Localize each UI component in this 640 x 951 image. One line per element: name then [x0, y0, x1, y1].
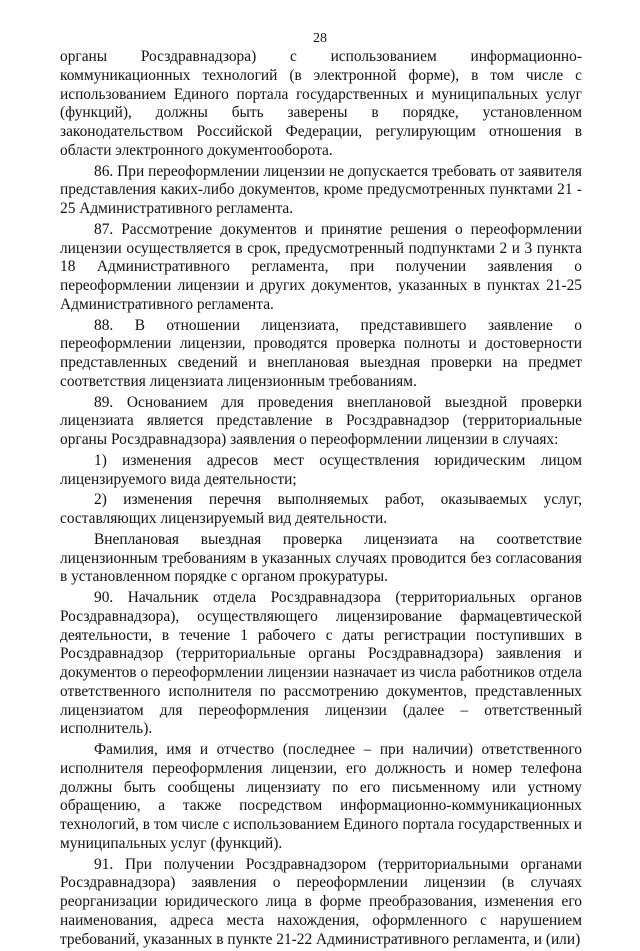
paragraph-89-item-2: 2) изменения перечня выполняемых работ, оказываемых услуг, составляющих лицензируемый вид деятельности.	[60, 491, 582, 527]
paragraph-90-contact: Фамилия, имя и отчество (последнее – при наличии) ответственного исполнителя переоформления лицензии, его должность и номер телефона должны быть сообщены лицензиату по его письменному или устному обращению, а также посредством информационно-коммуникационных технологий, в том числе с использованием Единого портала государственных и муниципальных услуг (функций).	[60, 741, 582, 852]
page-number: 28	[313, 31, 327, 46]
paragraph-89-note: Внеплановая выездная проверка лицензиата на соответствие лицензионным требованиям в указанных случаях проводится без согласования в установленном порядке с органом прокуратуры.	[60, 530, 582, 586]
paragraph-89-item-1: 1) изменения адресов мест осуществления юридическим лицом лицензируемого вида деятельности;	[60, 451, 582, 488]
paragraph-87: 87. Рассмотрение документов и принятие решения о переоформлении лицензии осуществляется в срок, предусмотренный подпунктами 2 и 3 пункта 18 Административного регламента, при получении заявления о переоформлении лицензии и других документов, указанных в пунктах 21-25 Административного регламента.	[60, 220, 582, 313]
paragraph-88: 88. В отношении лицензиата, представившего заявление о переоформлении лицензии, проводятся проверка полноты и достоверности представленных сведений и внеплановая выездная проверки на предмет соответствия лицензиата лицензионным требованиям.	[60, 316, 582, 390]
document-body	[60, 48, 582, 951]
paragraph-continuation: органы Росздравнадзора) с использованием информационно-коммуникационных технологий (в электронной форме), в том числе с использованием Единого портала государственных и муниципальных услуг (функций), должны быть заверены в порядке, установленном законодательством Российской Федерации, регулирующим отношения в области электронного документооборота.	[60, 48, 582, 159]
paragraph-86: 86. При переоформлении лицензии не допускается требовать от заявителя представления каких-либо документов, кроме предусмотренных пунктами 21 - 25 Административного регламента.	[60, 162, 582, 217]
paragraph-91: 91. При получении Росздравнадзором (территориальными органами Росздравнадзора) заявления о переоформлении лицензии (в случаях реорганизации юридического лица в форме преобразования, изменения его наименования, адреса места нахождения, оформленного с нарушением требований, указанных в пункте 21-22 Административного регламента, и (или)	[60, 855, 582, 948]
paragraph-90: 90. Начальник отдела Росздравнадзора (территориальных органов Росздравнадзора), осуществляющего лицензирование фармацевтической деятельности, в течение 1 рабочего с даты регистрации поступивших в Росздравнадзор (территориальные органы Росздравнадзора) заявления и документов о переоформлении лицензии назначает из числа работников отдела ответственного исполнителя по рассмотрению документов, представленных лицензиатом для переоформления лицензии (далее – ответственный исполнитель).	[60, 589, 582, 738]
paragraph-89: 89. Основанием для проведения внеплановой выездной проверки лицензиата является представление в Росздравнадзор (территориальные органы Росздравнадзора) заявления о переоформлении лицензии в случаях:	[60, 393, 582, 448]
